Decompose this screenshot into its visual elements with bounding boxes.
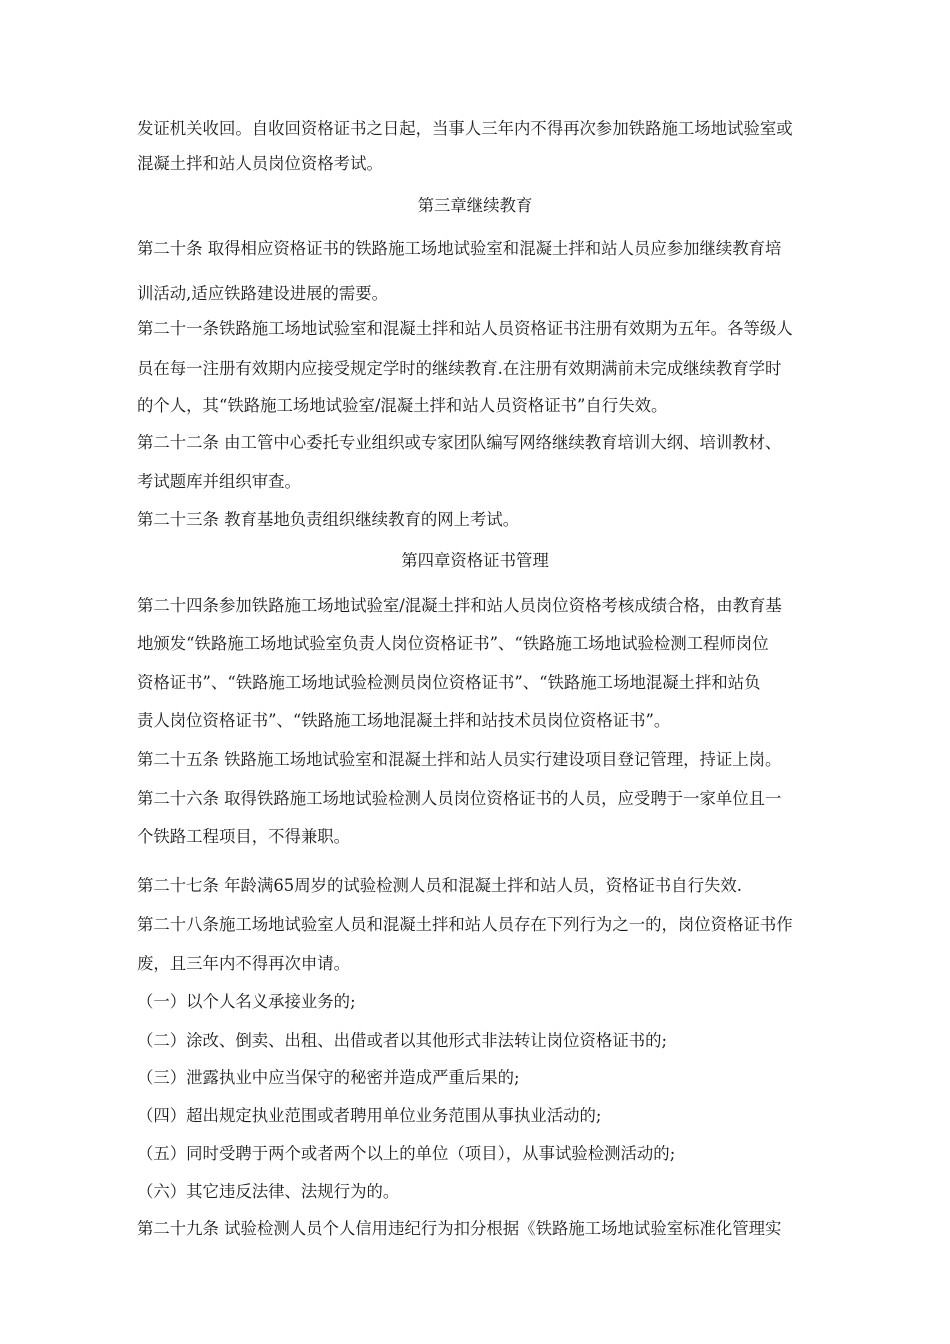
article-25: 第二十五条 铁路施工场地试验室和混凝土拌和站人员实行建设项目登记管理，持证上岗。 xyxy=(137,750,782,769)
article-21-line-2: 员在每一注册有效期内应接受规定学时的继续教育.在注册有效期满前未完成继续教育学时 xyxy=(137,359,782,378)
article-29-line-1: 第二十九条 试验检测人员个人信用违纪行为扣分根据《铁路施工场地试验室标准化管理实 xyxy=(137,1219,782,1238)
article-24-line-2: 地颁发“铁路施工场地试验室负责人岗位资格证书”、“铁路施工场地试验检测工程师岗位 xyxy=(137,634,769,653)
article-20-line-1: 第二十条 取得相应资格证书的铁路施工场地试验室和混凝土拌和站人员应参加继续教育培 xyxy=(137,239,782,258)
article-26-line-1: 第二十六条 取得铁路施工场地试验检测人员岗位资格证书的人员，应受聘于一家单位且一 xyxy=(137,789,782,808)
article-24-line-3: 资格证书”、“铁路施工场地试验检测员岗位资格证书”、“铁路施工场地混凝土拌和站负 xyxy=(137,673,761,692)
article-26-line-2: 个铁路工程项目，不得兼职。 xyxy=(137,827,351,846)
list-item-2: （二）涂改、倒卖、出租、出借或者以其他形式非法转让岗位资格证书的; xyxy=(137,1031,668,1050)
article-27: 第二十七条 年龄满65周岁的试验检测人员和混凝土拌和站人员，资格证书自行失效. xyxy=(137,876,742,895)
article-28-line-1: 第二十八条施工场地试验室人员和混凝土拌和站人员存在下列行为之一的，岗位资格证书作 xyxy=(137,915,793,934)
paragraph-continuation-line-2: 混凝土拌和站人员岗位资格考试。 xyxy=(137,154,383,173)
article-22-line-1: 第二十二条 由工管中心委托专业组织或专家团队编写网络继续教育培训大纲、培训教材、 xyxy=(137,433,782,452)
list-item-6: （六）其它违反法律、法规行为的。 xyxy=(137,1182,400,1201)
chapter-3-heading: 第三章继续教育 xyxy=(417,196,533,215)
paragraph-continuation-line-1: 发证机关收回。自收回资格证书之日起，当事人三年内不得再次参加铁路施工场地试验室或 xyxy=(137,119,793,138)
article-21-line-3: 的个人，其“铁路施工场地试验室/混凝土拌和站人员资格证书”自行失效。 xyxy=(137,396,668,415)
list-item-3: （三）泄露执业中应当保守的秘密并造成严重后果的; xyxy=(137,1068,520,1087)
list-item-5: （五）同时受聘于两个或者两个以上的单位（项目），从事试验检测活动的; xyxy=(137,1144,676,1163)
article-23: 第二十三条 教育基地负责组织继续教育的网上考试。 xyxy=(137,510,520,529)
article-22-line-2: 考试题库并组织审查。 xyxy=(137,472,301,491)
list-item-1: （一）以个人名义承接业务的; xyxy=(137,992,356,1011)
chapter-4-heading: 第四章资格证书管理 xyxy=(401,551,549,570)
article-24-line-1: 第二十四条参加铁路施工场地试验室/混凝土拌和站人员岗位资格考核成绩合格，由教育基 xyxy=(137,596,782,615)
article-20-line-2: 训活动,适应铁路建设进展的需要。 xyxy=(137,284,389,303)
article-28-line-2: 废，且三年内不得再次申请。 xyxy=(137,954,351,973)
article-21-line-1: 第二十一条铁路施工场地试验室和混凝土拌和站人员资格证书注册有效期为五年。各等级人 xyxy=(137,319,793,338)
article-24-line-4: 责人岗位资格证书”、“铁路施工场地混凝土拌和站技术员岗位资格证书”。 xyxy=(137,711,671,730)
list-item-4: （四）超出规定执业范围或者聘用单位业务范围从事执业活动的; xyxy=(137,1106,602,1125)
